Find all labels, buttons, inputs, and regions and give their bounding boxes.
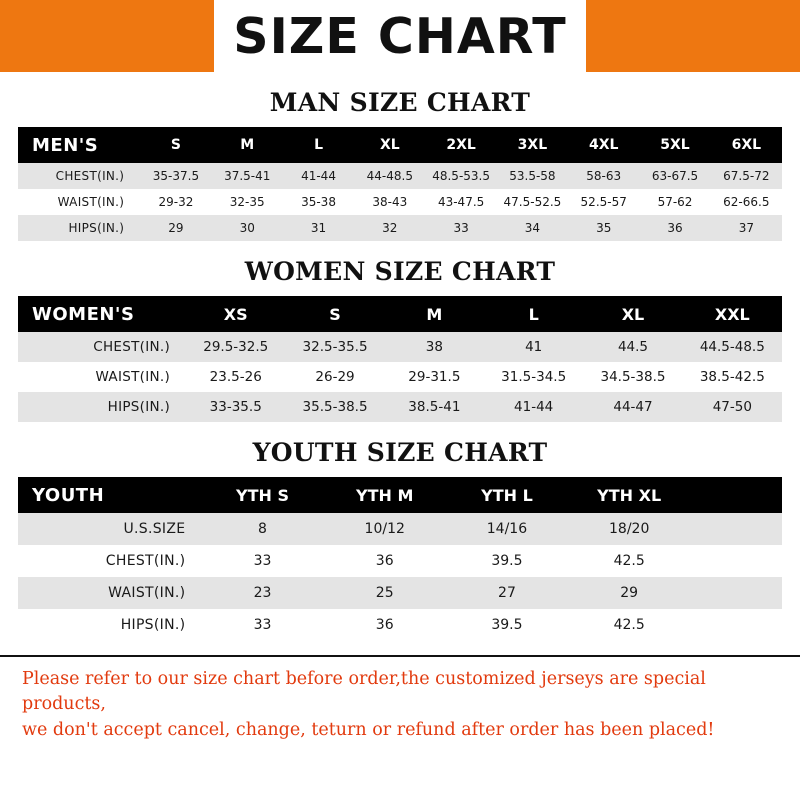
- youth-chest-m: 36: [324, 545, 446, 577]
- footer-note: [0, 655, 800, 743]
- table-row: [18, 215, 782, 241]
- men-chest-3xl: 53.5-58: [497, 163, 568, 189]
- women-section-title: WOMEN SIZE CHART: [244, 257, 556, 286]
- men-waist-label: WAIST(IN.): [18, 189, 140, 215]
- women-waist-xs: 23.5-26: [186, 362, 285, 392]
- men-hips-2xl: 33: [425, 215, 496, 241]
- women-col-xs: XS: [186, 296, 285, 332]
- youth-col-m: YTH M: [324, 477, 446, 513]
- youth-waist-label: WAIST(IN.): [18, 577, 201, 609]
- men-chest-label: CHEST(IN.): [18, 163, 140, 189]
- men-chest-s: 35-37.5: [140, 163, 211, 189]
- women-waist-xl: 34.5-38.5: [583, 362, 682, 392]
- women-waist-l: 31.5-34.5: [484, 362, 583, 392]
- women-hips-s: 35.5-38.5: [285, 392, 384, 422]
- youth-col-s: YTH S: [201, 477, 323, 513]
- women-chest-l: 41: [484, 332, 583, 362]
- women-waist-xxl: 38.5-42.5: [683, 362, 782, 392]
- women-col-m: M: [385, 296, 484, 332]
- men-chest-5xl: 63-67.5: [639, 163, 710, 189]
- youth-chest-s: 33: [201, 545, 323, 577]
- women-hips-l: 41-44: [484, 392, 583, 422]
- women-size-section: [0, 257, 800, 422]
- youth-hips-label: HIPS(IN.): [18, 609, 201, 641]
- women-hips-m: 38.5-41: [385, 392, 484, 422]
- youth-section-title: YOUTH SIZE CHART: [252, 438, 548, 467]
- men-waist-m: 32-35: [212, 189, 283, 215]
- youth-waist-s: 23: [201, 577, 323, 609]
- table-header-row: [18, 296, 782, 332]
- men-chest-2xl: 48.5-53.5: [425, 163, 496, 189]
- men-waist-xl: 38-43: [354, 189, 425, 215]
- men-col-l: L: [283, 127, 354, 163]
- men-hips-3xl: 34: [497, 215, 568, 241]
- men-row-label-header: MEN'S: [18, 127, 140, 163]
- man-section-title: MAN SIZE CHART: [269, 88, 531, 117]
- youth-hips-s: 33: [201, 609, 323, 641]
- women-col-l: L: [484, 296, 583, 332]
- youth-chest-label: CHEST(IN.): [18, 545, 201, 577]
- women-waist-m: 29-31.5: [385, 362, 484, 392]
- men-chest-xl: 44-48.5: [354, 163, 425, 189]
- men-hips-5xl: 36: [639, 215, 710, 241]
- youth-waist-xl: 29: [568, 577, 690, 609]
- women-chest-s: 32.5-35.5: [285, 332, 384, 362]
- men-hips-xl: 32: [354, 215, 425, 241]
- men-col-5xl: 5XL: [639, 127, 710, 163]
- table-header-row: [18, 127, 782, 163]
- youth-hips-l: 39.5: [446, 609, 568, 641]
- men-waist-s: 29-32: [140, 189, 211, 215]
- youth-waist-m: 25: [324, 577, 446, 609]
- youth-hips-m: 36: [324, 609, 446, 641]
- table-row: [18, 332, 782, 362]
- youth-ussize-label: U.S.SIZE: [18, 513, 201, 545]
- table-row: [18, 392, 782, 422]
- women-chest-label: CHEST(IN.): [18, 332, 186, 362]
- youth-waist-l: 27: [446, 577, 568, 609]
- men-waist-3xl: 47.5-52.5: [497, 189, 568, 215]
- table-row: [18, 577, 782, 609]
- men-col-m: M: [212, 127, 283, 163]
- youth-size-table: [18, 477, 782, 641]
- women-hips-xxl: 47-50: [683, 392, 782, 422]
- table-header-row: [18, 477, 782, 513]
- men-col-xl: XL: [354, 127, 425, 163]
- men-chest-m: 37.5-41: [212, 163, 283, 189]
- header-banner: [0, 0, 800, 72]
- men-chest-4xl: 58-63: [568, 163, 639, 189]
- men-chest-6xl: 67.5-72: [711, 163, 782, 189]
- women-waist-s: 26-29: [285, 362, 384, 392]
- women-chest-m: 38: [385, 332, 484, 362]
- youth-ussize-filler: [690, 513, 782, 545]
- men-hips-s: 29: [140, 215, 211, 241]
- youth-col-l: YTH L: [446, 477, 568, 513]
- men-chest-l: 41-44: [283, 163, 354, 189]
- footer-line-1: Please refer to our size chart before order,the customized jerseys are special products,: [22, 669, 706, 715]
- youth-col-filler: [690, 477, 782, 513]
- table-row: [18, 609, 782, 641]
- youth-chest-xl: 42.5: [568, 545, 690, 577]
- women-chest-xxl: 44.5-48.5: [683, 332, 782, 362]
- youth-row-label-header: YOUTH: [18, 477, 201, 513]
- men-waist-6xl: 62-66.5: [711, 189, 782, 215]
- youth-ussize-xl: 18/20: [568, 513, 690, 545]
- youth-chest-filler: [690, 545, 782, 577]
- table-row: [18, 189, 782, 215]
- women-size-table: [18, 296, 782, 422]
- women-hips-label: HIPS(IN.): [18, 392, 186, 422]
- table-row: [18, 362, 782, 392]
- page-title: SIZE CHART: [233, 7, 567, 65]
- men-hips-6xl: 37: [711, 215, 782, 241]
- youth-ussize-s: 8: [201, 513, 323, 545]
- youth-size-section: [0, 438, 800, 641]
- women-hips-xs: 33-35.5: [186, 392, 285, 422]
- youth-ussize-l: 14/16: [446, 513, 568, 545]
- men-col-2xl: 2XL: [425, 127, 496, 163]
- man-size-section: [0, 88, 800, 241]
- youth-hips-filler: [690, 609, 782, 641]
- women-col-xl: XL: [583, 296, 682, 332]
- youth-chest-l: 39.5: [446, 545, 568, 577]
- men-waist-2xl: 43-47.5: [425, 189, 496, 215]
- men-waist-5xl: 57-62: [639, 189, 710, 215]
- men-size-table: [18, 127, 782, 241]
- men-hips-4xl: 35: [568, 215, 639, 241]
- table-row: [18, 513, 782, 545]
- women-chest-xs: 29.5-32.5: [186, 332, 285, 362]
- men-waist-l: 35-38: [283, 189, 354, 215]
- women-col-s: S: [285, 296, 384, 332]
- table-row: [18, 163, 782, 189]
- men-col-6xl: 6XL: [711, 127, 782, 163]
- men-col-4xl: 4XL: [568, 127, 639, 163]
- men-hips-l: 31: [283, 215, 354, 241]
- men-col-3xl: 3XL: [497, 127, 568, 163]
- women-hips-xl: 44-47: [583, 392, 682, 422]
- youth-col-xl: YTH XL: [568, 477, 690, 513]
- women-waist-label: WAIST(IN.): [18, 362, 186, 392]
- men-waist-4xl: 52.5-57: [568, 189, 639, 215]
- men-hips-label: HIPS(IN.): [18, 215, 140, 241]
- women-col-xxl: XXL: [683, 296, 782, 332]
- youth-ussize-m: 10/12: [324, 513, 446, 545]
- men-hips-m: 30: [212, 215, 283, 241]
- youth-hips-xl: 42.5: [568, 609, 690, 641]
- men-col-s: S: [140, 127, 211, 163]
- table-row: [18, 545, 782, 577]
- youth-waist-filler: [690, 577, 782, 609]
- women-chest-xl: 44.5: [583, 332, 682, 362]
- women-row-label-header: WOMEN'S: [18, 296, 186, 332]
- footer-line-2: we don't accept cancel, change, teturn or refund after order has been placed!: [22, 719, 715, 740]
